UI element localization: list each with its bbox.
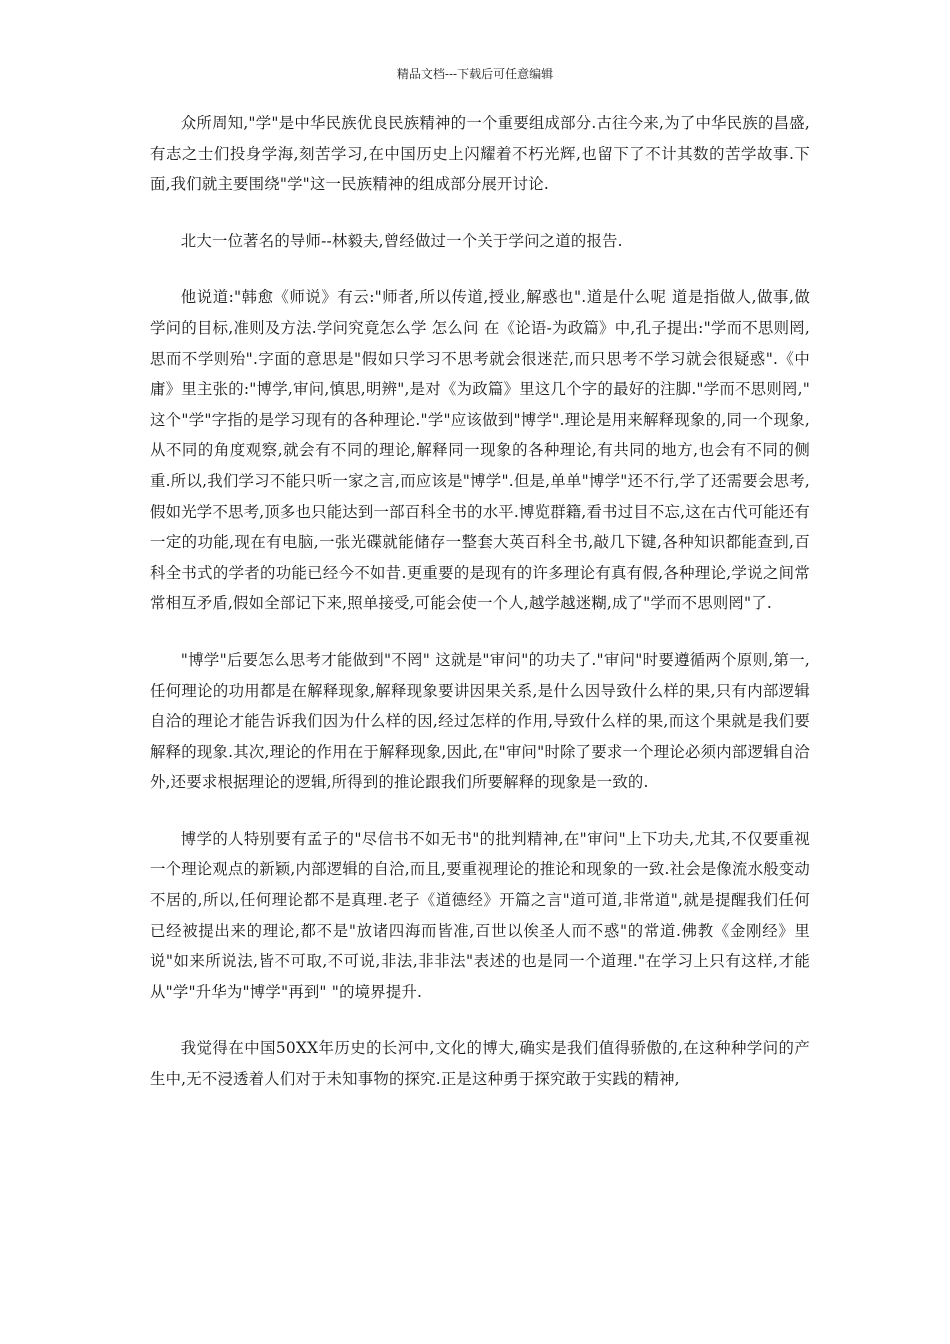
paragraph-intro: 众所周知,"学"是中华民族优良民族精神的一个重要组成部分.古往今来,为了中华民族的昌盛,有志之士们投身学海,刻苦学习,在中国历史上闪耀着不朽光辉,也留下了不计其数的苦学故事.下面,我们就主要围绕"学"这一民族精神的组成部分展开讨论. [150,114,810,194]
paragraph-quote: 他说道:"韩愈《师说》有云:"师者,所以传道,授业,解惑也".道是什么呢 道是指做人,做事,做学问的目标,准则及方法.学问究竟怎么学 怎么问 在《论语-为政篇》中,孔子提出:"学而不思则罔,思而不学则殆".字面的意思是"假如只学习不思考就会很迷茫,而只思考不学习就会很疑惑".《中庸》里主张的:"博学,审问,慎思,明辨",是对《为政篇》里这几个字的最好的注脚."学而不思则罔," 这个"学"字指的是学习现有的各种理论."学"应该做到"博学".理论是用来解释现象的,同一个现象,从不同的角度观察,就会有不同的理论,解释同一现象的各种理论,有共同的地方,也会有不同的侧重.所以,我们学习不能只听一家之言,而应该是"博学".但是,单单"博学"还不行,学了还需要会思考,假如光学不思考,顶多也只能达到一部百科全书的水平.博览群籍,看书过目不忘,这在古代可能还有一定的功能,现在有电脑,一张光碟就能储存一整套大英百科全书,敲几下键,各种知识都能查到,百科全书式的学者的功能已经今不如昔.更重要的是现有的许多理论有真有假,各种理论,学说之间常常相互矛盾,假如全部记下来,照单接受,可能会使一个人,越学越迷糊,成了"学而不思则罔"了. [150,288,810,613]
page-header: 精品文档---下载后可任意编辑 [396,67,554,81]
document-body [150,108,810,1121]
paragraph-shenwen: "博学"后要怎么思考才能做到"不罔" 这就是"审问"的功夫了."审问"时要遵循两个原则,第一,任何理论的功用都是在解释现象,解释现象要讲因果关系,是什么因导致什么样的果,只有内部逻辑自洽的理论才能告诉我们因为什么样的因,经过怎样的作用,导致什么样的果,而这个果就是我们要解释的现象.其次,理论的作用在于解释现象,因此,在"审问"时除了要求一个理论必须内部逻辑自洽外,还要求根据理论的逻辑,所得到的推论跟我们所要解释的现象是一致的. [150,650,810,792]
paragraph-critical-spirit: 博学的人特别要有孟子的"尽信书不如无书"的批判精神,在"审问"上下功夫,尤其,不仅要重视一个理论观点的新颖,内部逻辑的自洽,而且,要重视理论的推论和现象的一致.社会是像流水般变动不居的,所以,任何理论都不是真理.老子《道德经》开篇之言"道可道,非常道",就是提醒我们任何已经被提出来的理论,都不是"放诸四海而皆准,百世以俟圣人而不惑"的常道.佛教《金刚经》里说"如来所说法,皆不可取,不可说,非法,非非法"表述的也是同一个道理."在学习上只有这样,才能从"学"升华为"博学"再到" "的境界提升. [150,829,810,1001]
paragraph-conclusion: 我觉得在中国50XX年历史的长河中,文化的博大,确实是我们值得骄傲的,在这种种学问的产生中,无不浸透着人们对于未知事物的探究.正是这种勇于探究敢于实践的精神, [150,1039,810,1089]
paragraph-report: 北大一位著名的导师--林毅夫,曾经做过一个关于学问之道的报告. [180,231,623,250]
